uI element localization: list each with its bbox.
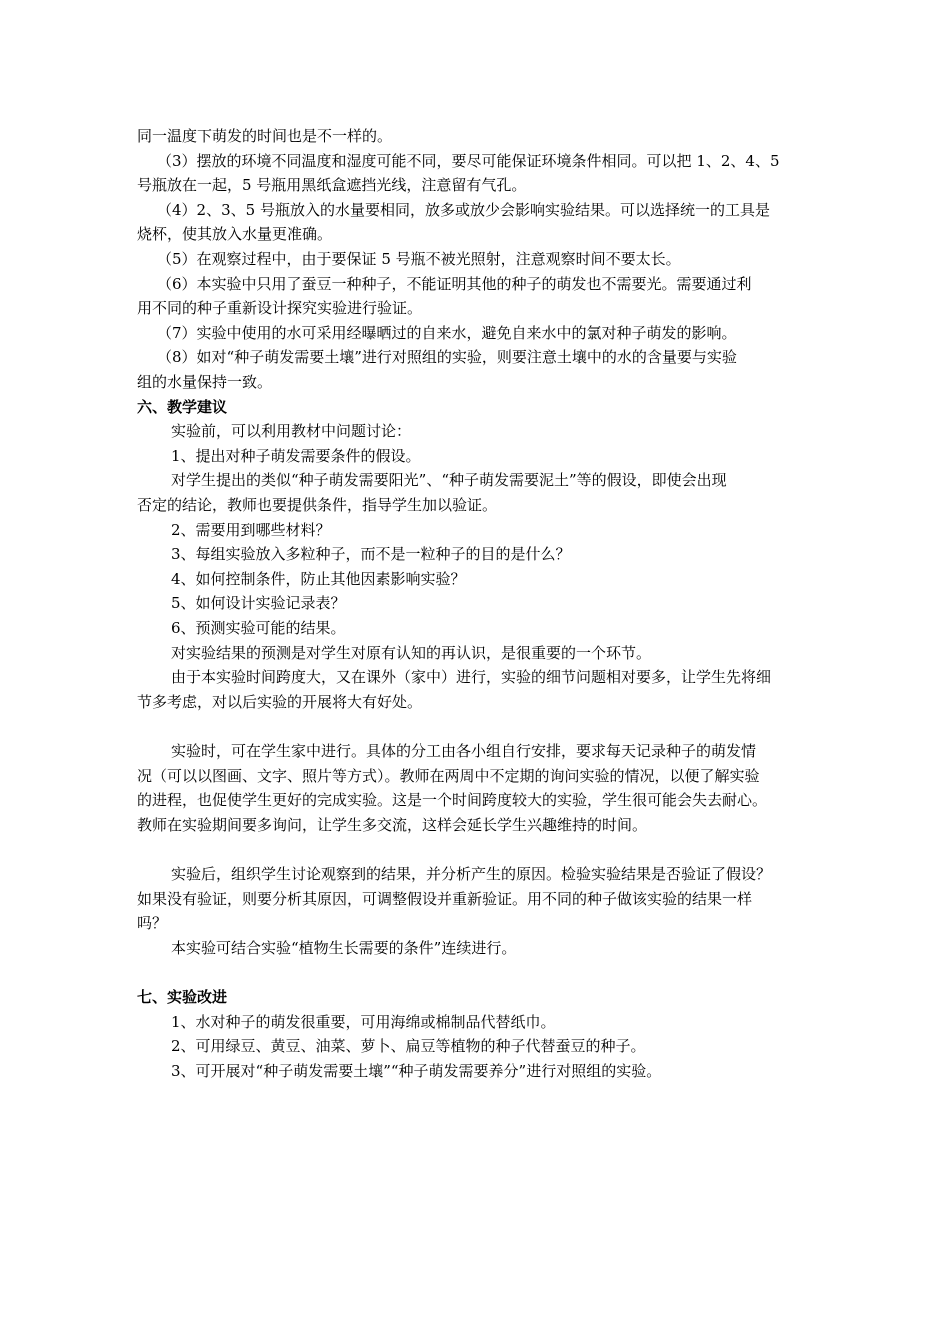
text-line: 3、每组实验放入多粒种子，而不是一粒种子的目的是什么？	[171, 545, 571, 564]
text-line: 实验时，可在学生家中进行。具体的分工由各小组自行安排，要求每天记录种子的萌发情	[171, 742, 757, 760]
text-line: 1、提出对种子萌发需要条件的假设。	[171, 446, 421, 465]
text-line: 实验后，组织学生讨论观察到的结果，并分析产生的原因。检验实验结果是否验证了假设？	[171, 865, 772, 883]
text-line: 由于本实验时间跨度大，又在课外（家中）进行，实验的细节问题相对要多，让学生先将细	[171, 668, 772, 687]
text-line: 用不同的种子重新设计探究实验进行验证。	[137, 299, 423, 318]
text-line: 如果没有验证，则要分析其原因，可调整假设并重新验证。用不同的种子做该实验的结果一样	[137, 889, 753, 908]
text-line: 的进程，也促使学生更好的完成实验。这是一个时间跨度较大的实验，学生很可能会失去耐心。	[137, 791, 768, 810]
text-line: （7）实验中使用的水可采用经曝晒过的自来水，避免自来水中的氯对种子萌发的影响。	[157, 323, 737, 342]
text-line: 否定的结论，教师也要提供条件，指导学生加以验证。	[137, 496, 498, 514]
text-line: 号瓶放在一起，5 号瓶用黑纸盒遮挡光线，注意留有气孔。	[137, 176, 527, 195]
text-line: 3、可开展对“种子萌发需要土壤”“种子萌发需要养分”进行对照组的实验。	[171, 1061, 662, 1080]
text-line: 对学生提出的类似“种子萌发需要阳光”、“种子萌发需要泥土”等的假设，即使会出现	[171, 471, 727, 490]
text-line: （6）本实验中只用了蚕豆一种种子，不能证明其他的种子的萌发也不需要光。需要通过利	[157, 274, 752, 293]
text-line: 节多考虑，对以后实验的开展将大有好处。	[137, 692, 423, 711]
text-line: （8）如对“种子萌发需要土壤”进行对照组的实验，则要注意土壤中的水的含量要与实验	[157, 348, 737, 367]
text-line: （3）摆放的环境不同温度和湿度可能不同，要尽可能保证环境条件相同。可以把 1、2、4、5	[157, 151, 780, 170]
section-heading: 七、实验改进	[137, 988, 228, 1006]
section-heading: 六、教学建议	[137, 397, 228, 416]
text-line: 教师在实验期间要多询问，让学生多交流，这样会延长学生兴趣维持的时间。	[137, 815, 648, 834]
text-line: 本实验可结合实验“植物生长需要的条件”连续进行。	[171, 938, 517, 957]
text-line: 同一温度下萌发的时间也是不一样的。	[137, 127, 393, 145]
text-line: 4、如何控制条件，防止其他因素影响实验？	[171, 569, 466, 588]
text-line: 烧杯，使其放入水量更准确。	[137, 225, 333, 244]
text-line: 6、预测实验可能的结果。	[171, 619, 346, 637]
text-line: 况（可以以图画、文字、照片等方式）。教师在两周中不定期的询问实验的情况，以便了解实验	[137, 766, 760, 785]
text-line: （4）2、3、5 号瓶放入的水量要相同，放多或放少会影响实验结果。可以选择统一的工具是	[157, 200, 770, 219]
text-line: 对实验结果的预测是对学生对原有认知的再认识，是很重要的一个环节。	[171, 643, 652, 662]
text-line: 2、需要用到哪些材料？	[171, 520, 331, 539]
text-line: 吗？	[137, 914, 168, 933]
text-line: 1、水对种子的萌发很重要，可用海绵或棉制品代替纸巾。	[171, 1012, 556, 1031]
text-line: 组的水量保持一致。	[137, 373, 273, 391]
text-line: 5、如何设计实验记录表？	[171, 594, 346, 613]
text-line: 2、可用绿豆、黄豆、油菜、萝卜、扁豆等植物的种子代替蚕豆的种子。	[171, 1037, 646, 1056]
text-line: 实验前，可以利用教材中问题讨论：	[171, 422, 412, 441]
text-line: （5）在观察过程中，由于要保证 5 号瓶不被光照射，注意观察时间不要太长。	[157, 250, 681, 268]
